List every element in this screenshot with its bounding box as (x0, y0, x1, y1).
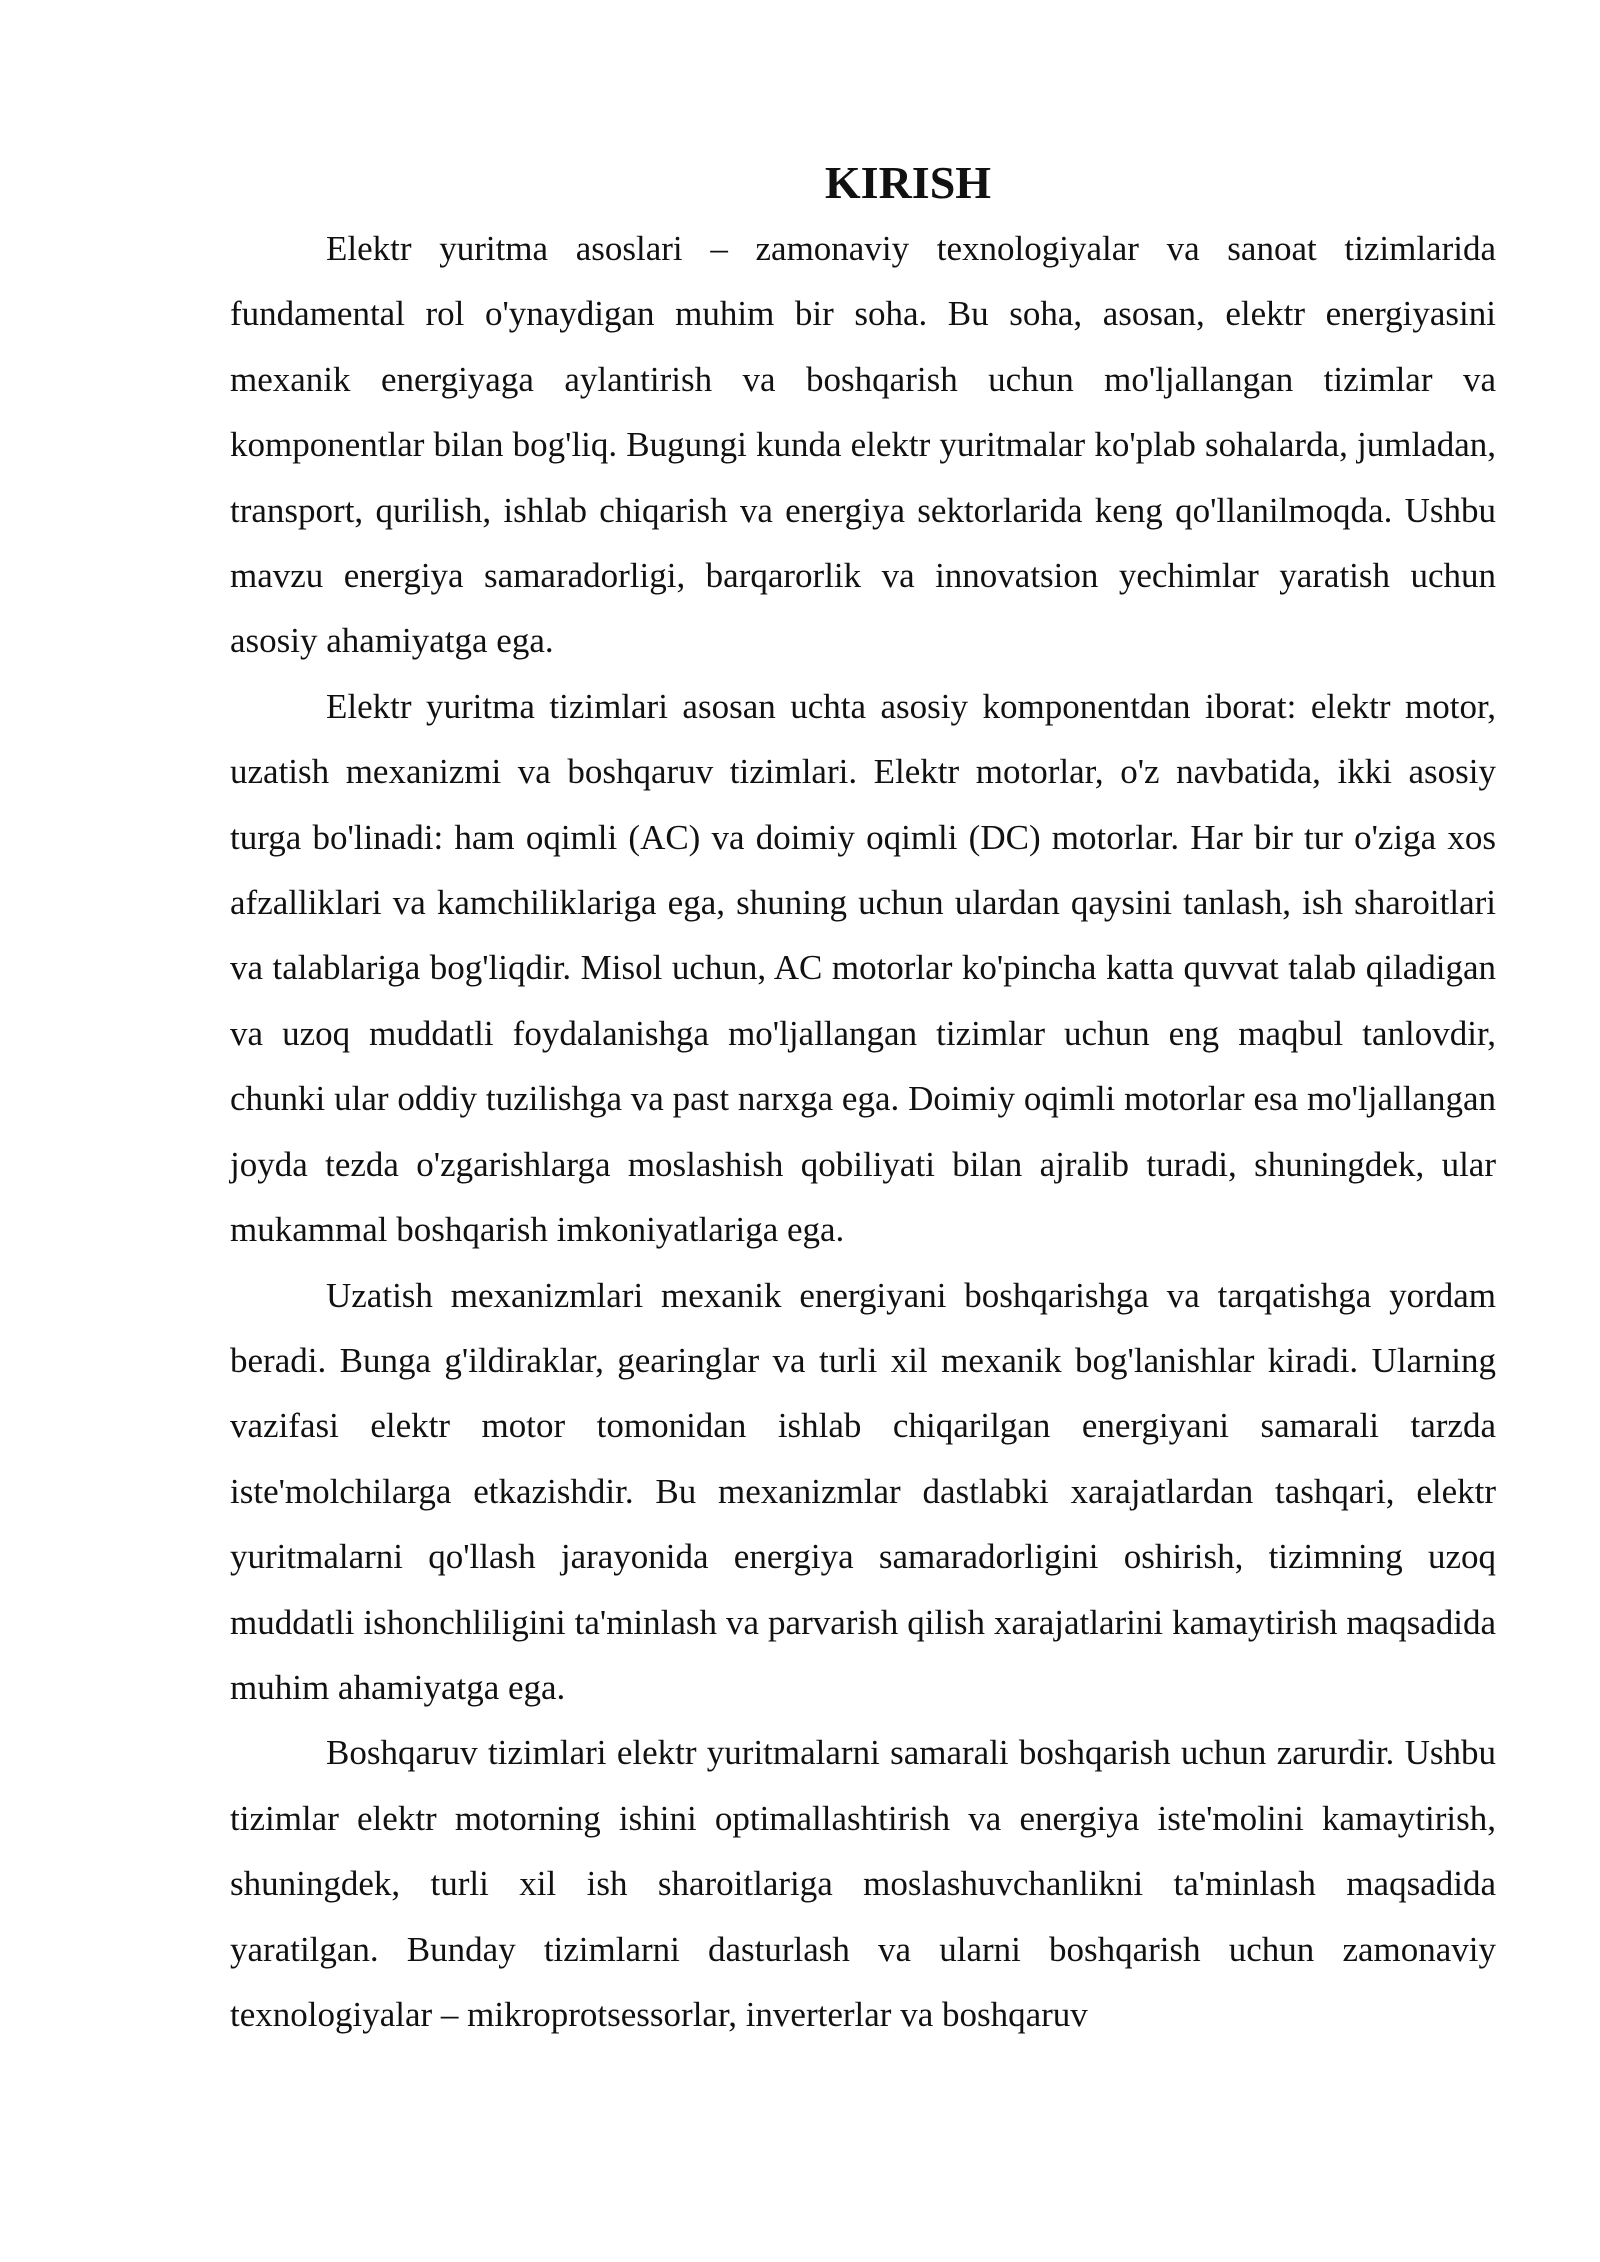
paragraph-control-systems: Boshqaruv tizimlari elektr yuritmalarni samarali boshqarish uchun zarurdir. Ushbu tizimlar elektr motorning ishini optimallashtirish va energiya iste'molini kamaytirish, shuningdek, turli xil ish sharoitlariga moslashuvchanlikni ta'minlash maqsadida yaratilgan. Bunday tizimlarni dasturlash va ularni boshqarish uchun zamonaviy texnologiyalar – mikroprotsessorlar, inverterlar va boshqaruv (230, 1733, 1496, 2034)
paragraph-intro: Elektr yuritma asoslari – zamonaviy texnologiyalar va sanoat tizimlarida fundamental rol o'ynaydigan muhim bir soha. Bu soha, asosan, elektr energiyasini mexanik energiyaga aylantirish va boshqarish uchun mo'ljallangan tizimlar va komponentlar bilan bog'liq. Bugungi kunda elektr yuritmalar ko'plab sohalarda, jumladan, transport, qurilish, ishlab chiqarish va energiya sektorlarida keng qo'llanilmoqda. Ushbu mavzu energiya samaradorligi, barqarorlik va innovatsion yechimlar yaratish uchun asosiy ahamiyatga ega. (230, 229, 1496, 661)
document-body (230, 150, 1496, 2047)
paragraph-transmission: Uzatish mexanizmlari mexanik energiyani boshqarishga va tarqatishga yordam beradi. Bunga g'ildiraklar, gearinglar va turli xil mexanik bog'lanishlar kiradi. Ularning vazifasi elektr motor tomonidan ishlab chiqarilgan energiyani samarali tarzda iste'molchilarga etkazishdir. Bu mexanizmlar dastlabki xarajatlardan tashqari, elektr yuritmalarni qo'llash jarayonida energiya samaradorligini oshirish, tizimning uzoq muddatli ishonchliligini ta'minlash va parvarish qilish xarajatlarini kamaytirish maqsadida muhim ahamiyatga ega. (230, 1275, 1496, 1707)
page-title: KIRISH (824, 157, 992, 208)
paragraph-components: Elektr yuritma tizimlari asosan uchta asosiy komponentdan iborat: elektr motor, uzatish mexanizmi va boshqaruv tizimlari. Elektr motorlar, o'z navbatida, ikki asosiy turga bo'linadi: ham oqimli (AC) va doimiy oqimli (DC) motorlar. Har bir tur o'ziga xos afzalliklari va kamchiliklariga ega, shuning uchun ulardan qaysini tanlash, ish sharoitlari va talablariga bog'liqdir. Misol uchun, AC motorlar ko'pincha katta quvvat talab qiladigan va uzoq muddatli foydalanishga mo'ljallangan tizimlar uchun eng maqbul tanlovdir, chunki ular oddiy tuzilishga va past narxga ega. Doimiy oqimli motorlar esa mo'ljallangan joyda tezda o'zgarishlarga moslashish qobiliyati bilan ajralib turadi, shuningdek, ular mukammal boshqarish imkoniyatlariga ega. (230, 686, 1496, 1250)
